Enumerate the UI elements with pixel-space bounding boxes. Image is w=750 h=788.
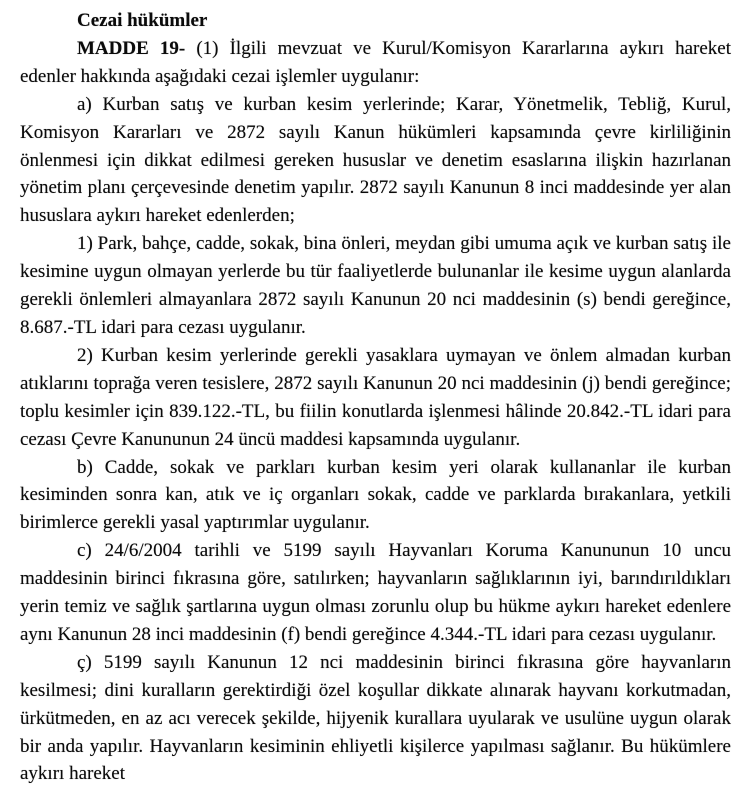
article-intro-text: (1) İlgili mevzuat ve Kurul/Komisyon Kararlarına aykırı hareket edenler hakkında aşağıdaki cezai işlemler uygulanır: [20,37,731,87]
paragraph-a-item-2: 2) Kurban kesim yerlerinde gerekli yasaklara uymayan ve önlem almadan kurban atıklarını toprağa veren tesislere, 2872 sayılı Kanunun 20 nci maddesinin (j) bendi gereğince; toplu kesimler için 839.122.-TL, bu fiilin konutlarda işlenmesi hâlinde 20.842.-TL idari para cezası Çevre Kanununun 24 üncü maddesi kapsamında uygulanır. [20,344,731,450]
paragraph-a: a) Kurban satış ve kurban kesim yerlerinde; Karar, Yönetmelik, Tebliğ, Kurul, Komisyon Kararları ve 2872 sayılı Kanun hükümleri kapsamında çevre kirliliğinin önlenmesi için dikkat edilmesi gereken hususlar ve denetim esaslarına ilişkin hazırlanan yönetim planı çerçevesinde denetim yapılır. 2872 sayılı Kanunun 8 inci maddesinde yer alan hususlara aykırı hareket edenlerden; [20,93,731,227]
section-heading: Cezai hükümler [77,10,208,31]
article-paragraph [20,35,731,91]
paragraph-b: b) Cadde, sokak ve parkları kurban kesim yeri olarak kullananlar ile kurban kesiminden sonra kan, atık ve iç organları sokak, cadde ve parklarda bırakanlara, yetkili birimlerce gerekli yasal yaptırımlar uygulanır. [20,456,731,534]
paragraph-c: c) 24/6/2004 tarihli ve 5199 sayılı Hayvanları Koruma Kanununun 10 uncu maddesinin birinci fıkrasına göre, satılırken; hayvanların sağlıklarının iyi, barındırıldıkları yerin temiz ve sağlık şartlarına uygun olması zorunlu olup bu hükme aykırı hareket edenlere aynı Kanunun 28 inci maddesinin (f) bendi gereğince 4.344.-TL idari para cezası uygulanır. [20,540,731,645]
paragraph-c-cedilla: ç) 5199 sayılı Kanunun 12 nci maddesinin birinci fıkrasına göre hayvanların kesilmesi; dini kuralların gerektirdiği özel koşullar dikkate alınarak hayvanı korkutmadan, ürkütmeden, en az acı verecek şekilde, hijyenik kurallara uyularak ve usulüne uygun olarak bir anda yapılır. Hayvanların kesiminin ehliyetli kişilerce yapılması sağlanır. Bu hükümlere aykırı hareket [20,651,731,785]
paragraph-a-item-1: 1) Park, bahçe, cadde, sokak, bina önleri, meydan gibi umuma açık ve kurban satış ile kesimine uygun olmayan yerlerde bu tür faaliyetlerde bulunanlar ile kesime uygun alanlarda gerekli önlemleri almayanlara 2872 sayılı Kanunun 20 nci maddesinin (s) bendi gereğince, 8.687.-TL idari para cezası uygulanır. [20,233,731,338]
article-number-label: MADDE 19- [77,37,186,59]
